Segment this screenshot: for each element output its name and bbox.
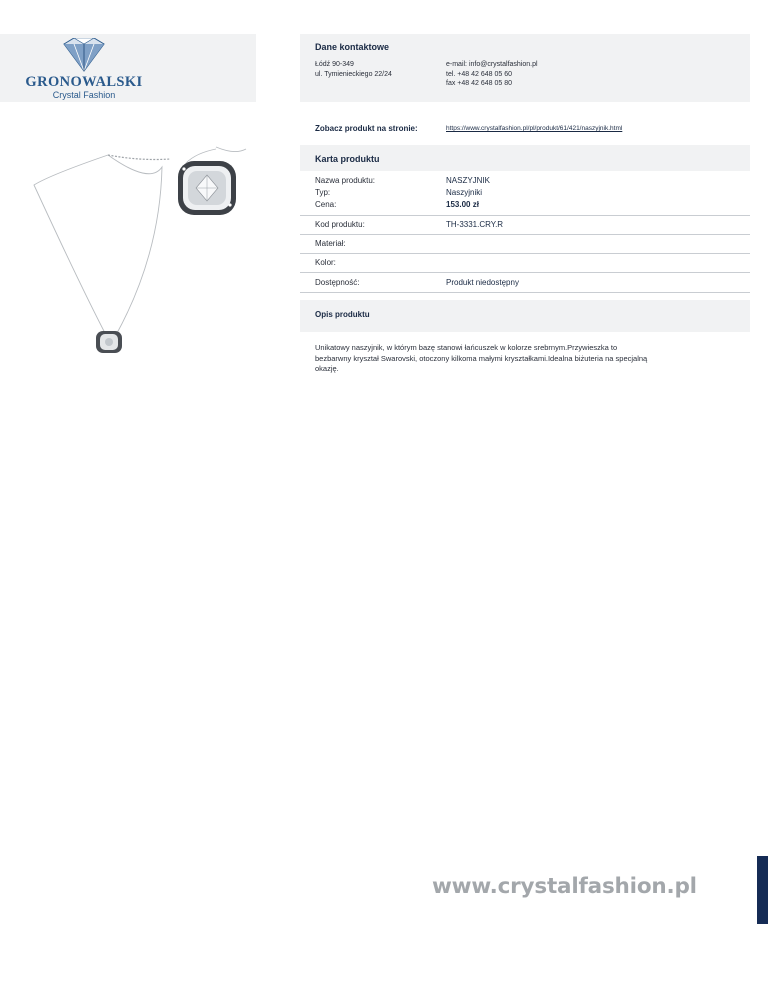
contact-title: Dane kontaktowe — [315, 42, 390, 52]
description-text: Unikatowy naszyjnik, w którym bazę stanowi łańcuszek w kolorze srebrnym.Przywieszka to bezbarwny kryształ Swarovski, otoczony kilkoma małymi kryształkami.Idealna biżuteria na specjalną okazję. — [315, 343, 648, 373]
product-type-label: Typ: — [315, 188, 331, 197]
contact-tel: tel. +48 42 648 05 60 — [446, 70, 512, 78]
contact-details — [446, 60, 538, 89]
brand-tagline: Crystal Fashion — [52, 90, 116, 100]
product-card-title: Karta produktu — [315, 154, 380, 164]
contact-city: Łódź 90-349 — [315, 61, 354, 68]
product-price-label: Cena: — [315, 200, 337, 209]
contact-street: ul. Tymienieckiego 22/24 — [315, 70, 392, 78]
divider — [300, 292, 750, 293]
divider — [300, 234, 750, 235]
footer-website: www.crystalfashion.pl — [432, 874, 697, 899]
product-material-label: Materiał: — [315, 239, 346, 248]
product-availability-value: Produkt niedostępny — [446, 278, 519, 287]
brand-name: GRONOWALSKI — [25, 74, 143, 90]
divider — [300, 253, 750, 254]
contact-fax: fax +48 42 648 05 80 — [446, 80, 512, 87]
contact-panel — [300, 34, 750, 102]
see-product-label: Zobacz produkt na stronie: — [315, 124, 418, 133]
footer-accent-bar — [757, 856, 768, 924]
product-code-label: Kod produktu: — [315, 220, 365, 229]
contact-address — [315, 60, 392, 79]
diamond-logo-icon — [60, 38, 108, 72]
product-name-value: NASZYJNIK — [446, 176, 491, 185]
product-card-header — [300, 145, 750, 171]
product-type-value: Naszyjniki — [446, 188, 483, 197]
product-url-link[interactable]: https://www.crystalfashion.pl/pl/produkt/61/421/naszyjnik.html — [446, 125, 623, 132]
product-price-value: 153.00 zł — [446, 200, 479, 209]
product-code-value: TH-3331.CRY.R — [446, 220, 504, 229]
description-title: Opis produktu — [315, 310, 370, 319]
necklace-product-image — [20, 145, 256, 381]
divider — [300, 215, 750, 216]
product-color-label: Kolor: — [315, 258, 336, 267]
product-availability-label: Dostępność: — [315, 278, 360, 287]
description-header — [300, 300, 750, 332]
contact-email[interactable]: e-mail: info@crystalfashion.pl — [446, 61, 538, 68]
divider — [300, 272, 750, 273]
brand-logo — [0, 34, 256, 102]
product-name-label: Nazwa produktu: — [315, 176, 376, 185]
